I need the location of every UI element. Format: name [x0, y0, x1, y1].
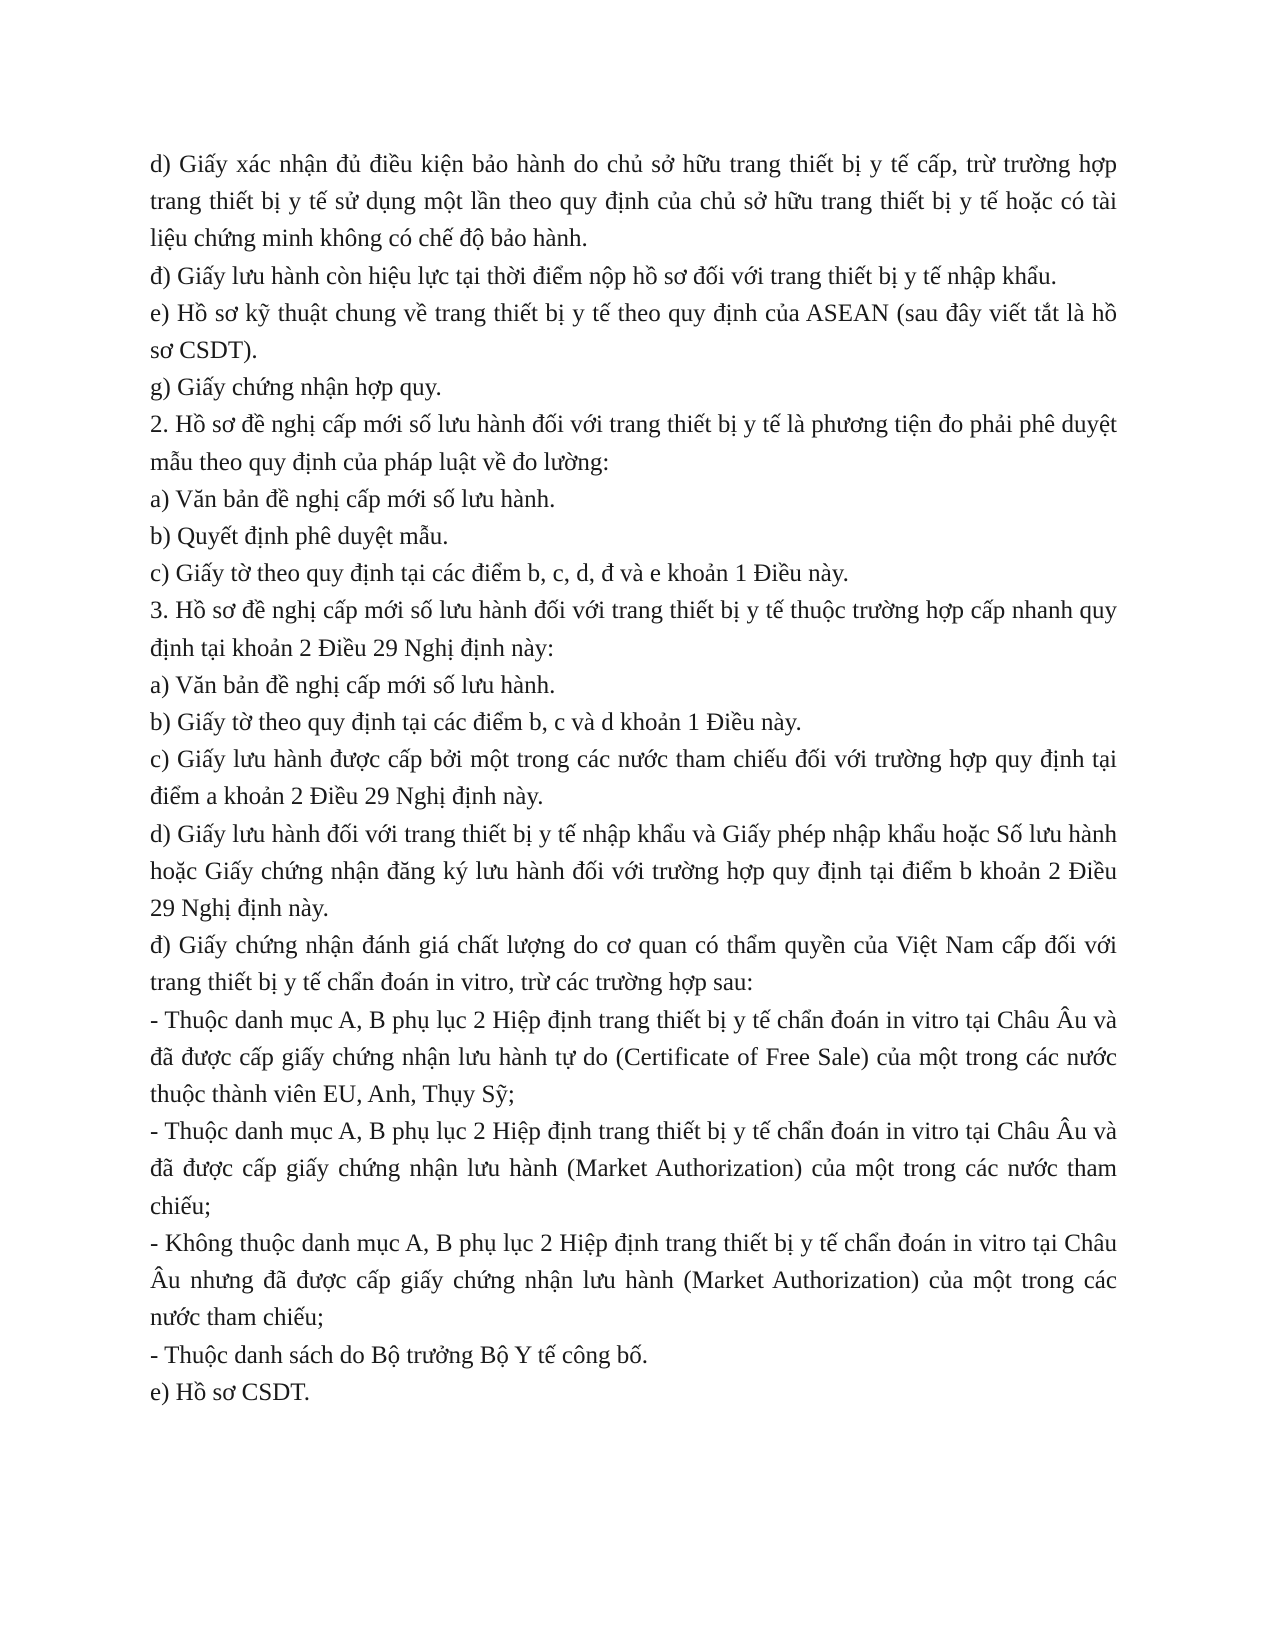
paragraph-e-csdt-dossier: e) Hồ sơ kỹ thuật chung về trang thiết bị y tế theo quy định của ASEAN (sau đây viết tắt là hồ sơ CSDT).: [150, 299, 1117, 365]
paragraph-exception-3: - Không thuộc danh mục A, B phụ lục 2 Hiệp định trang thiết bị y tế chẩn đoán in vitro tại Châu Âu nhưng đã được cấp giấy chứng nhận lưu hành (Market Authorization) của một trong các nước tham chiếu;: [150, 1229, 1117, 1332]
paragraph-3a: a) Văn bản đề nghị cấp mới số lưu hành.: [150, 671, 556, 699]
paragraph-2b: b) Quyết định phê duyệt mẫu.: [150, 523, 449, 551]
paragraph-section-3: 3. Hồ sơ đề nghị cấp mới số lưu hành đối với trang thiết bị y tế thuộc trường hợp cấp nhanh quy định tại khoản 2 Điều 29 Nghị định này:: [150, 597, 1117, 662]
paragraph-section-2: 2. Hồ sơ đề nghị cấp mới số lưu hành đối với trang thiết bị y tế là phương tiện đo phải phê duyệt mẫu theo quy định của pháp luật về đo lường:: [150, 411, 1117, 476]
paragraph-exception-2: - Thuộc danh mục A, B phụ lục 2 Hiệp định trang thiết bị y tế chẩn đoán in vitro tại Châu Âu và đã được cấp giấy chứng nhận lưu hành (Market Authorization) của một trong các nước tham chiếu;: [150, 1118, 1117, 1220]
paragraph-3b: b) Giấy tờ theo quy định tại các điểm b, c và d khoản 1 Điều này.: [150, 709, 802, 737]
paragraph-3e: e) Hồ sơ CSDT.: [150, 1378, 310, 1406]
paragraph-3dd: đ) Giấy chứng nhận đánh giá chất lượng do cơ quan có thẩm quyền của Việt Nam cấp đối với trang thiết bị y tế chẩn đoán in vitro, trừ các trường hợp sau:: [150, 932, 1117, 997]
paragraph-2a: a) Văn bản đề nghị cấp mới số lưu hành.: [150, 485, 556, 513]
paragraph-dd-circulation-permit: đ) Giấy lưu hành còn hiệu lực tại thời điểm nộp hồ sơ đối với trang thiết bị y tế nhập khẩu.: [150, 262, 1057, 290]
paragraph-3d: d) Giấy lưu hành đối với trang thiết bị y tế nhập khẩu và Giấy phép nhập khẩu hoặc Số lưu hành hoặc Giấy chứng nhận đăng ký lưu hành đối với trường hợp quy định tại điểm b khoản 2 Điều 29 Nghị định này.: [150, 820, 1117, 923]
paragraph-2c: c) Giấy tờ theo quy định tại các điểm b, c, d, đ và e khoản 1 Điều này.: [150, 560, 849, 588]
paragraph-d-warranty: d) Giấy xác nhận đủ điều kiện bảo hành do chủ sở hữu trang thiết bị y tế cấp, trừ trường hợp trang thiết bị y tế sử dụng một lần theo quy định của chủ sở hữu trang thiết bị y tế hoặc có tài liệu chứng minh không có chế độ bảo hành.: [150, 151, 1117, 253]
paragraph-exception-1: - Thuộc danh mục A, B phụ lục 2 Hiệp định trang thiết bị y tế chẩn đoán in vitro tại Châu Âu và đã được cấp giấy chứng nhận lưu hành tự do (Certificate of Free Sale) của một trong các nước thuộc thành viên EU, Anh, Thụy Sỹ;: [150, 1006, 1117, 1109]
paragraph-g-conformity-certificate: g) Giấy chứng nhận hợp quy.: [150, 374, 442, 402]
paragraph-3c: c) Giấy lưu hành được cấp bởi một trong các nước tham chiếu đối với trường hợp quy định tại điểm a khoản 2 Điều 29 Nghị định này.: [150, 746, 1117, 811]
paragraph-exception-4: - Thuộc danh sách do Bộ trưởng Bộ Y tế công bố.: [150, 1341, 648, 1369]
document-page: [150, 146, 1117, 1411]
